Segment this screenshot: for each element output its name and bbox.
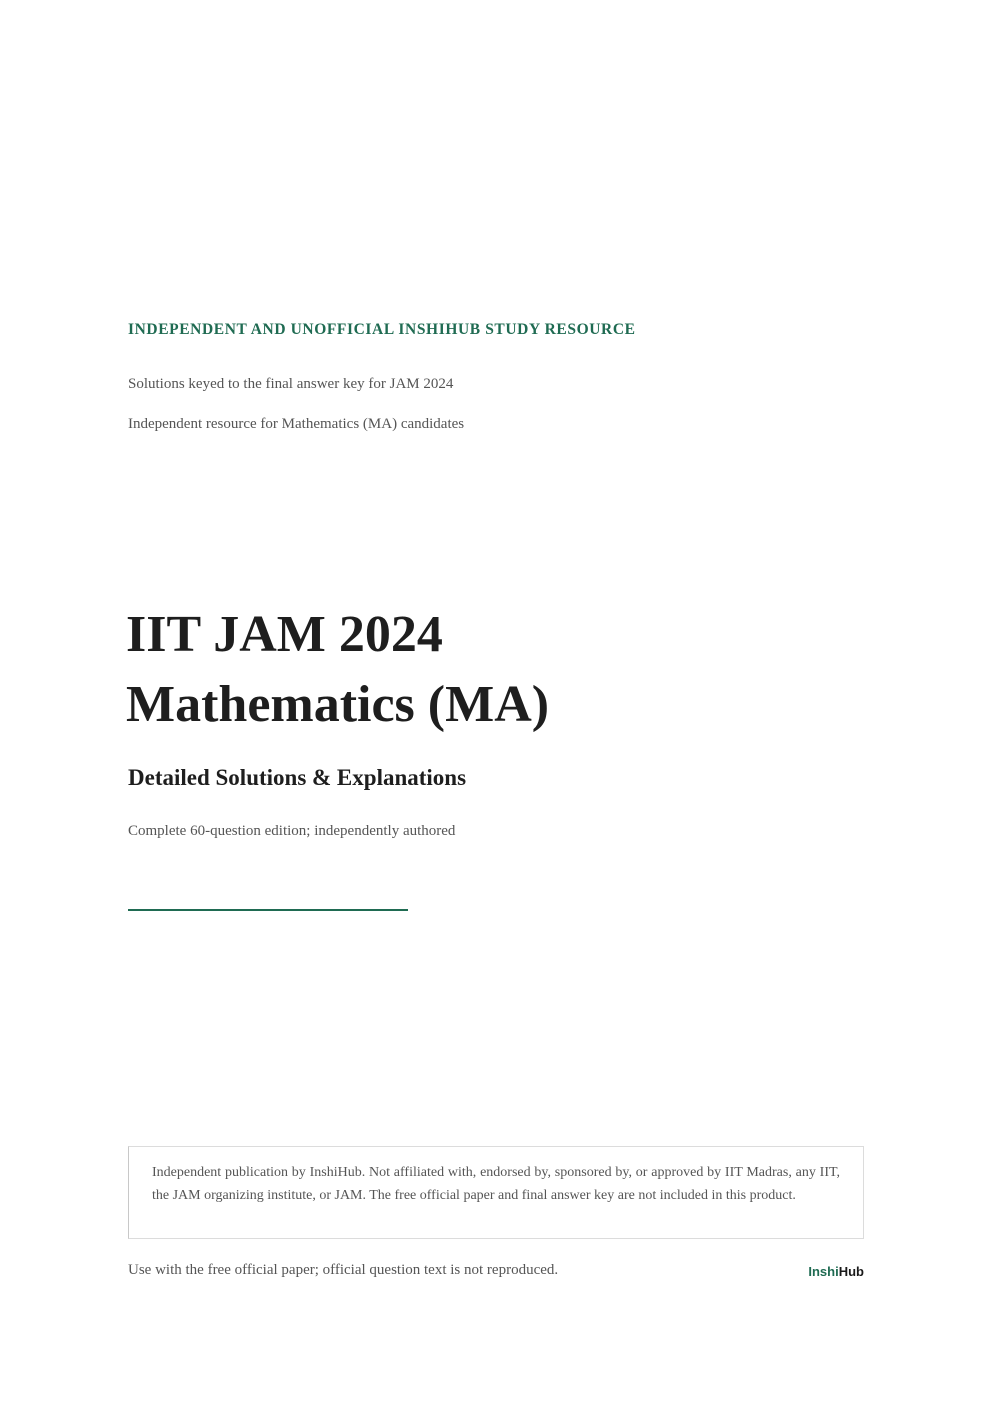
- title-line-1: IIT JAM 2024: [126, 606, 443, 663]
- disclaimer-text: Independent publication by InshiHub. Not affiliated with, endorsed by, sponsored by, or approved by IIT Madras, any IIT, the JAM organizing institute, or JAM. The free official paper and final answer key are not included in this product.: [152, 1165, 840, 1203]
- footer-note: Use with the free official paper; official question text is not reproduced.: [128, 1262, 559, 1278]
- audience-note: Independent resource for Mathematics (MA) candidates: [128, 416, 465, 432]
- brand-logo-part1: Inshi: [808, 1264, 839, 1279]
- brand-logo-part2: Hub: [838, 1264, 864, 1279]
- edition-note: Complete 60-question edition; independently authored: [128, 823, 456, 839]
- disclaimer-box: [128, 1146, 864, 1239]
- resource-kicker: INDEPENDENT AND UNOFFICIAL INSHIHUB STUDY RESOURCE: [128, 321, 636, 338]
- document-title: [126, 600, 549, 740]
- title-line-2: Mathematics (MA): [126, 676, 550, 733]
- answer-key-note: Solutions keyed to the final answer key for JAM 2024: [128, 376, 454, 392]
- document-subtitle: Detailed Solutions & Explanations: [128, 765, 467, 790]
- accent-divider: [128, 909, 408, 911]
- brand-logo: [808, 1264, 864, 1279]
